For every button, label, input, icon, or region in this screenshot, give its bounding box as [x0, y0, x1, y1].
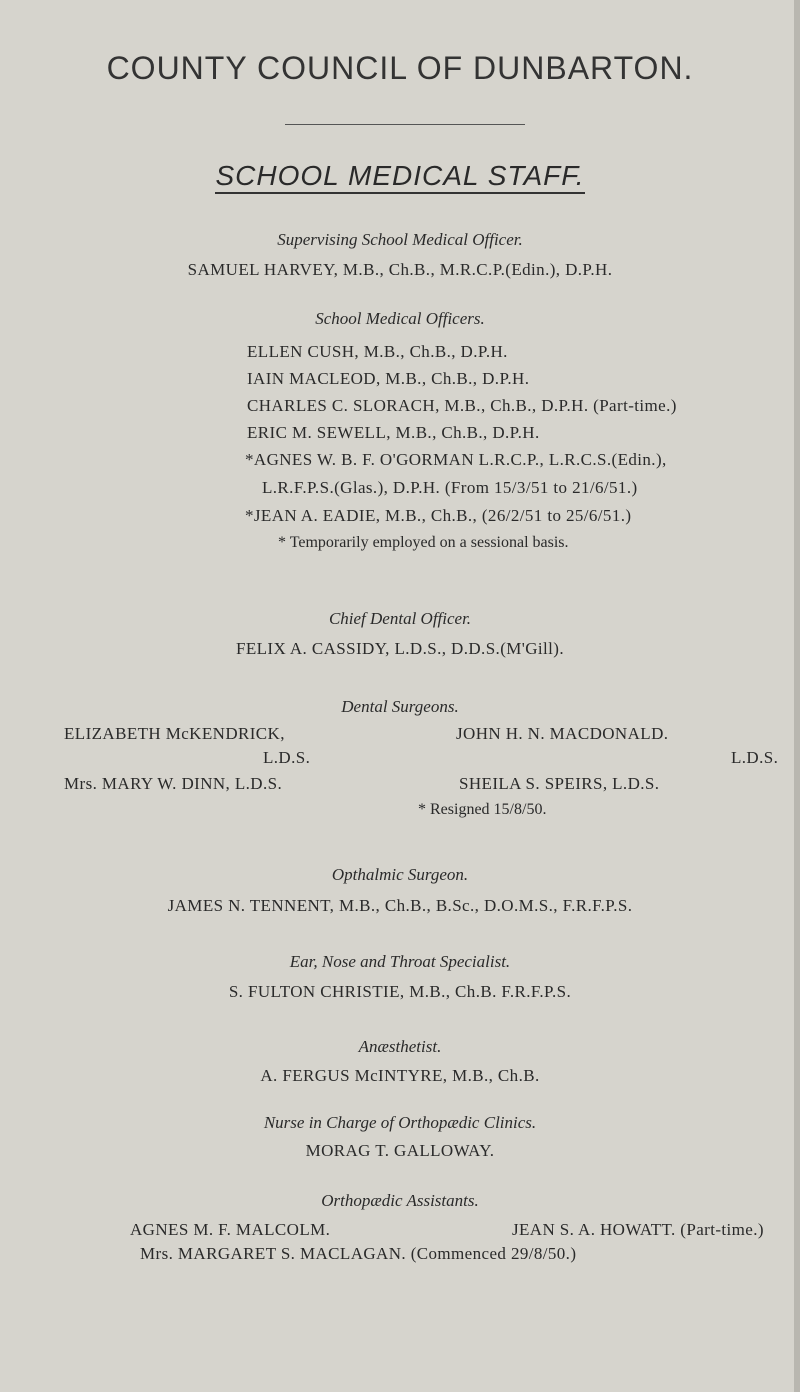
nurse-name: MORAG T. GALLOWAY.: [305, 1141, 495, 1160]
dental-surgeon-name: SHEILA S. SPEIRS, L.D.S.: [459, 774, 660, 793]
ortho-assistant-name: JEAN S. A. HOWATT. (Part-time.): [512, 1220, 764, 1239]
officer-line: IAIN MACLEOD, M.B., Ch.B., D.P.H.: [247, 369, 530, 388]
officer-line: *AGNES W. B. F. O'GORMAN L.R.C.P., L.R.C.S.(Edin.),: [245, 450, 667, 469]
anaesthetist-name: A. FERGUS McINTYRE, M.B., Ch.B.: [260, 1066, 540, 1085]
ent-name: S. FULTON CHRISTIE, M.B., Ch.B. F.R.F.P.S.: [228, 982, 572, 1001]
officer-line: *JEAN A. EADIE, M.B., Ch.B., (26/2/51 to 25/6/51.): [245, 506, 632, 525]
officer-line: CHARLES C. SLORACH, M.B., Ch.B., D.P.H. (Part-time.): [247, 396, 677, 415]
dental-surgeon-name: JOHN H. N. MACDONALD.: [456, 724, 669, 743]
title-divider: [285, 124, 525, 125]
nurse-heading: Nurse in Charge of Orthopædic Clinics.: [263, 1113, 537, 1132]
staff-title: [0, 160, 800, 192]
officer-line: ERIC M. SEWELL, M.B., Ch.B., D.P.H.: [247, 423, 540, 442]
officer-line: ELLEN CUSH, M.B., Ch.B., D.P.H.: [247, 342, 508, 361]
supervising-name: SAMUEL HARVEY, M.B., Ch.B., M.R.C.P.(Edin.), D.P.H.: [187, 260, 613, 279]
ortho-assistant-name: AGNES M. F. MALCOLM.: [130, 1220, 331, 1239]
dental-surgeon-qual: L.D.S.: [731, 748, 779, 767]
page-edge-shadow: [794, 0, 800, 1392]
opthalmic-heading: Opthalmic Surgeon.: [331, 865, 469, 884]
dental-surgeons-heading: Dental Surgeons.: [341, 697, 459, 716]
staff-title-text: SCHOOL MEDICAL STAFF.: [215, 160, 584, 194]
officers-footnote: * Temporarily employed on a sessional basis.: [278, 534, 569, 551]
anaesthetist-heading: Anæsthetist.: [358, 1037, 442, 1056]
chief-dental-name: FELIX A. CASSIDY, L.D.S., D.D.S.(M'Gill).: [235, 639, 565, 658]
ent-heading: Ear, Nose and Throat Specialist.: [289, 952, 511, 971]
ortho-assistants-heading: Orthopædic Assistants.: [321, 1191, 479, 1210]
school-officers-heading: School Medical Officers.: [315, 309, 485, 328]
chief-dental-heading: Chief Dental Officer.: [328, 609, 472, 628]
dental-surgeon-name: ELIZABETH McKENDRICK,: [64, 724, 285, 743]
dental-surgeon-qual: L.D.S.: [263, 748, 311, 767]
opthalmic-name: JAMES N. TENNENT, M.B., Ch.B., B.Sc., D.O.M.S., F.R.F.P.S.: [167, 896, 633, 915]
council-title: COUNTY COUNCIL OF DUNBARTON.: [106, 50, 694, 86]
dental-footnote: * Resigned 15/8/50.: [418, 801, 547, 818]
officer-line: L.R.F.P.S.(Glas.), D.P.H. (From 15/3/51 to 21/6/51.): [262, 478, 638, 497]
ortho-assistant-name: Mrs. MARGARET S. MACLAGAN. (Commenced 29/8/50.): [140, 1244, 577, 1263]
supervising-heading: Supervising School Medical Officer.: [277, 230, 523, 249]
dental-surgeon-name: Mrs. MARY W. DINN, L.D.S.: [64, 774, 283, 793]
